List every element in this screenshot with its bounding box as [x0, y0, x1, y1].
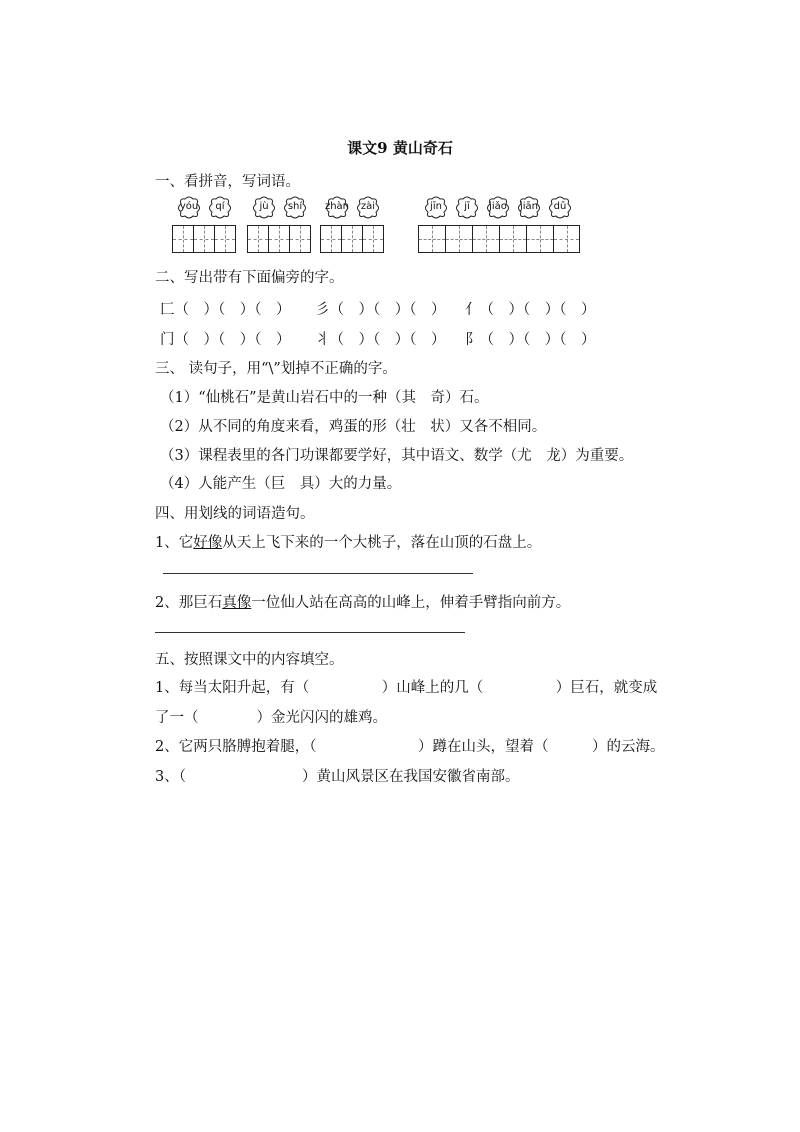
section-3-heading: 三、 读句子，用“\”划掉不正确的字。: [155, 361, 397, 377]
page-title: 课文9 黄山奇石: [347, 139, 453, 157]
flower-bubble: [323, 196, 351, 220]
answer-blanks[interactable]: （ ）（ ）（ ）: [329, 332, 446, 348]
pinyin-label: jiān: [519, 201, 539, 212]
sentence-item-3: （3）课程表里的各门功课都要学好，其中语文、数学（尤 龙）为重要。: [160, 448, 634, 464]
writing-grid[interactable]: [320, 225, 384, 253]
radical: 匚: [160, 302, 175, 318]
fill-line-1[interactable]: 1、每当太阳升起，有（ ）山峰上的几（ ）巨石，就变成: [155, 680, 658, 696]
answer-blanks[interactable]: （ ）（ ）（ ）: [479, 302, 596, 318]
pinyin-label: jī: [464, 201, 470, 212]
writing-grid[interactable]: [172, 225, 236, 253]
flower-bubble: [250, 196, 278, 220]
flower-bubble: [175, 196, 203, 220]
underlined-word: 真像: [222, 595, 252, 611]
flower-bubble: [281, 196, 309, 220]
radical-row-2-c: [465, 328, 596, 349]
flower-bubble: [515, 196, 543, 220]
flower-bubble: [484, 196, 512, 220]
pinyin-label: zài: [360, 201, 376, 212]
pinyin-label: shí: [287, 201, 303, 212]
prompt-suffix: 一位仙人站在高高的山峰上，伸着手臂指向前方。: [251, 595, 571, 611]
fill-line-4[interactable]: 3、（ ）黄山风景区在我国安徽省南部。: [155, 769, 520, 785]
flower-bubble: [206, 196, 234, 220]
prompt-suffix: 从天上飞下来的一个大桃子，落在山顶的石盘上。: [222, 535, 542, 551]
flower-bubble: [546, 196, 574, 220]
flower-bubble: [422, 196, 450, 220]
writing-grid[interactable]: [247, 225, 311, 253]
radical: 阝: [465, 332, 480, 348]
radical-row-2-b: [315, 328, 446, 349]
flower-bubble: [354, 196, 382, 220]
pinyin-label: jù: [259, 201, 269, 212]
pinyin-label: zhàn: [324, 201, 350, 212]
section-1-heading: 一、看拼音，写词语。: [155, 174, 300, 190]
pinyin-label: qí: [215, 201, 225, 212]
underlined-word: 好像: [193, 535, 223, 551]
radical-row-1-a: [160, 298, 291, 319]
pinyin-label: jīn: [430, 201, 442, 212]
radical: 门: [160, 332, 175, 348]
section-4-heading: 四、用划线的词语造句。: [155, 506, 315, 522]
flower-bubble: [453, 196, 481, 220]
answer-line-1[interactable]: [163, 573, 473, 574]
sentence-item-4: （4）人能产生（巨 具）大的力量。: [160, 476, 402, 492]
section-5-heading: 五、按照课文中的内容填空。: [155, 652, 344, 668]
prompt-prefix: 2、那巨石: [155, 595, 223, 611]
radical-row-1-b: [315, 298, 446, 319]
answer-blanks[interactable]: （ ）（ ）（ ）: [329, 302, 446, 318]
radical: 彡: [315, 302, 330, 318]
answer-blanks[interactable]: （ ）（ ）（ ）: [174, 332, 291, 348]
answer-blanks[interactable]: （ ）（ ）（ ）: [174, 302, 291, 318]
sentence-prompt-1: [155, 531, 541, 552]
fill-line-3[interactable]: 2、它两只胳膊抱着腿，（ ）蹲在山头，望着（ ）的云海。: [155, 739, 665, 755]
prompt-prefix: 1、它: [155, 535, 194, 551]
radical-row-1-c: [465, 298, 596, 319]
writing-grid[interactable]: [418, 225, 580, 253]
pinyin-label: yóu: [179, 201, 199, 212]
radical: 亻: [465, 302, 480, 318]
sentence-item-1: （1）“仙桃石”是黄山岩石中的一种（其 奇）石。: [160, 390, 489, 406]
section-2-heading: 二、写出带有下面偏旁的字。: [155, 270, 344, 286]
answer-blanks[interactable]: （ ）（ ）（ ）: [479, 332, 596, 348]
pinyin-label: dǔ: [553, 201, 567, 212]
pinyin-label: jiǎo: [489, 201, 507, 212]
sentence-item-2: （2）从不同的角度来看，鸡蛋的形（壮 状）又各不相同。: [160, 419, 547, 435]
radical: 丬: [315, 332, 330, 348]
answer-line-2[interactable]: [155, 632, 465, 633]
fill-line-2[interactable]: 了一（ ）金光闪闪的雄鸡。: [155, 710, 387, 726]
sentence-prompt-2: [155, 591, 570, 612]
radical-row-2-a: [160, 328, 291, 349]
